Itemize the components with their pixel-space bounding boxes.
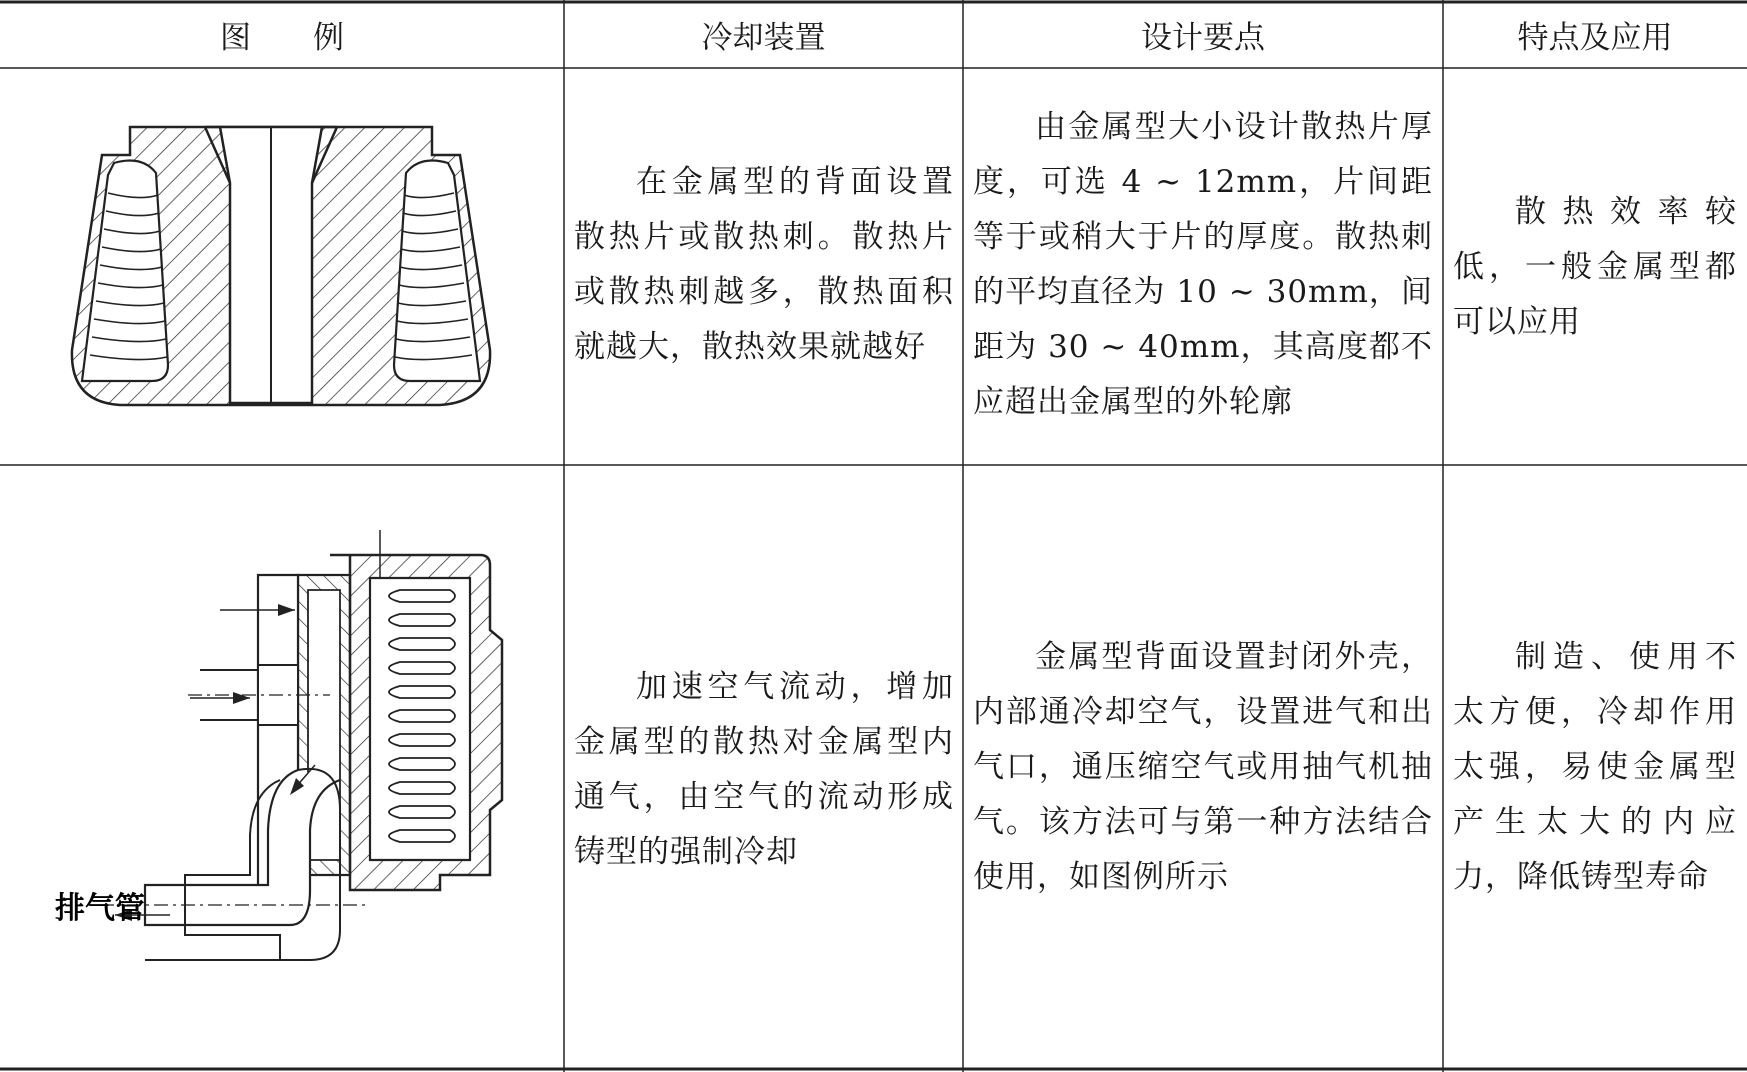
row1-design-points: 由金属型大小设计散热片厚度，可选 4 ~ 12mm，片间距等于或稍大于片的厚度。散热刺的平均直径为 10 ~ 30mm，间距为 30 ~ 40mm，其高度都不应超出金属型的外轮廓 — [973, 109, 1433, 420]
row2-design-points: 金属型背面设置封闭外壳，内部通冷却空气，设置进气和出气口，通压缩空气或用抽气机抽气。该方法可与第一种方法结合使用，如图例所示 — [973, 639, 1433, 895]
header-cooling-device: 冷却装置 — [701, 19, 826, 56]
figure-forced-air-cooling — [40, 530, 520, 1010]
header-design-points: 设计要点 — [1141, 19, 1265, 56]
row1-features: 散热效率较低，一般金属型都可以应用 — [1453, 194, 1737, 340]
row1-cooling-device: 在金属型的背面设置散热片或散热刺。散热片或散热刺越多，散热面积就越大，散热效果就越好 — [574, 164, 954, 365]
figure-heat-sink-fins — [60, 115, 500, 410]
header-features: 特点及应用 — [1517, 19, 1673, 56]
exhaust-pipe-label: 排气管 — [55, 891, 145, 926]
row2-features: 制造、使用不太方便，冷却作用太强，易使金属型产生太大的内应力，降低铸型寿命 — [1453, 639, 1737, 895]
header-legend: 图 例 — [220, 19, 344, 56]
row2-cooling-device: 加速空气流动，增加金属型的散热对金属型内通气，由空气的流动形成铸型的强制冷却 — [574, 669, 954, 870]
